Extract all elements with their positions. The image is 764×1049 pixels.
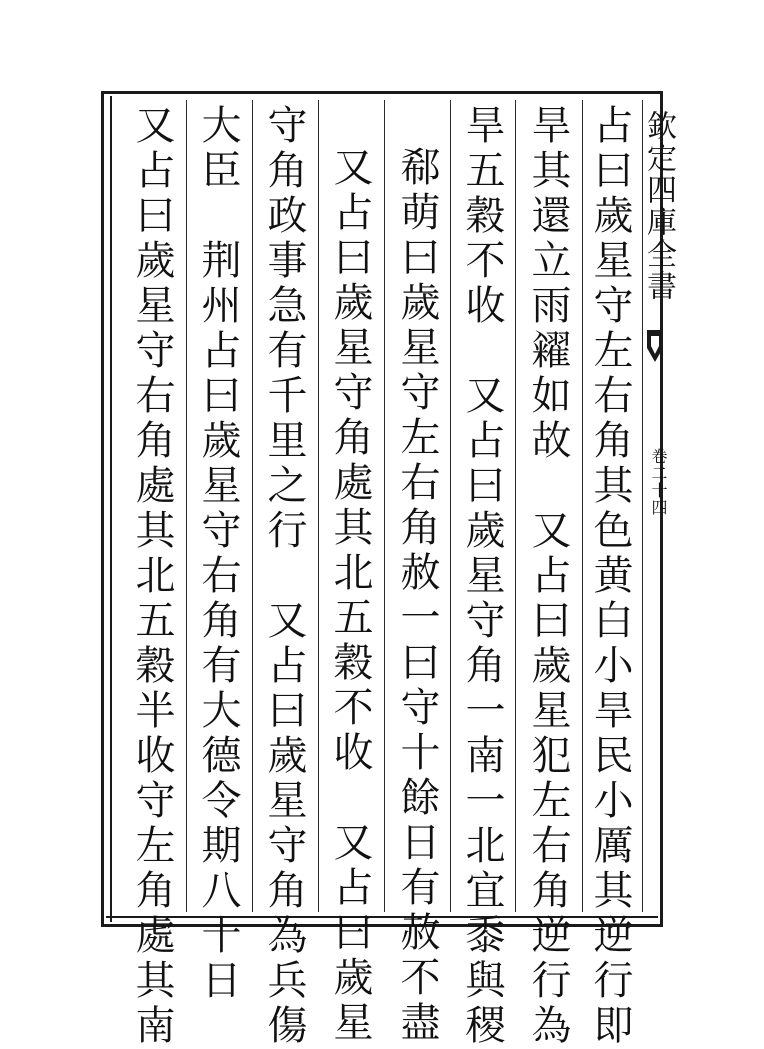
- column-rule: [450, 100, 451, 912]
- fishtail-mark-icon: [645, 328, 665, 364]
- column-rule: [252, 100, 253, 912]
- text-column-8: 又占曰歲星守右角處其北五穀半收守左角處其南: [129, 104, 175, 1049]
- text-column-3: 旱五穀不收 又占曰歲星守角一南一北宜黍與稷: [459, 104, 505, 1049]
- juan-number: 卷二十四: [649, 448, 668, 516]
- text-column-5: 又占曰歲星守角處其北五穀不收 又占曰歲星: [327, 146, 373, 1046]
- column-rule: [186, 100, 187, 912]
- book-title: 欽定四庫全書: [641, 110, 676, 302]
- text-column-6: 守角政事急有千里之行 又占曰歲星守角為兵傷: [261, 104, 307, 1049]
- text-column-2: 旱其還立雨糴如故 又占曰歲星犯左右角逆行為: [525, 104, 571, 1049]
- column-rule: [384, 100, 385, 912]
- text-column-7: 大臣 荆州占曰歲星守右角有大德令期八十日: [195, 104, 241, 1004]
- column-rule: [515, 100, 516, 912]
- text-column-1: 占曰歲星守左右角其色黄白小旱民小厲其逆行即: [587, 104, 633, 1049]
- column-rule: [582, 100, 583, 912]
- inner-border-bottom: [106, 916, 658, 918]
- inner-border-left: [110, 96, 112, 922]
- column-rule: [318, 100, 319, 912]
- text-column-4: 郗萌曰歲星守左右角赦一曰守十餘日有赦不盡: [394, 146, 440, 1046]
